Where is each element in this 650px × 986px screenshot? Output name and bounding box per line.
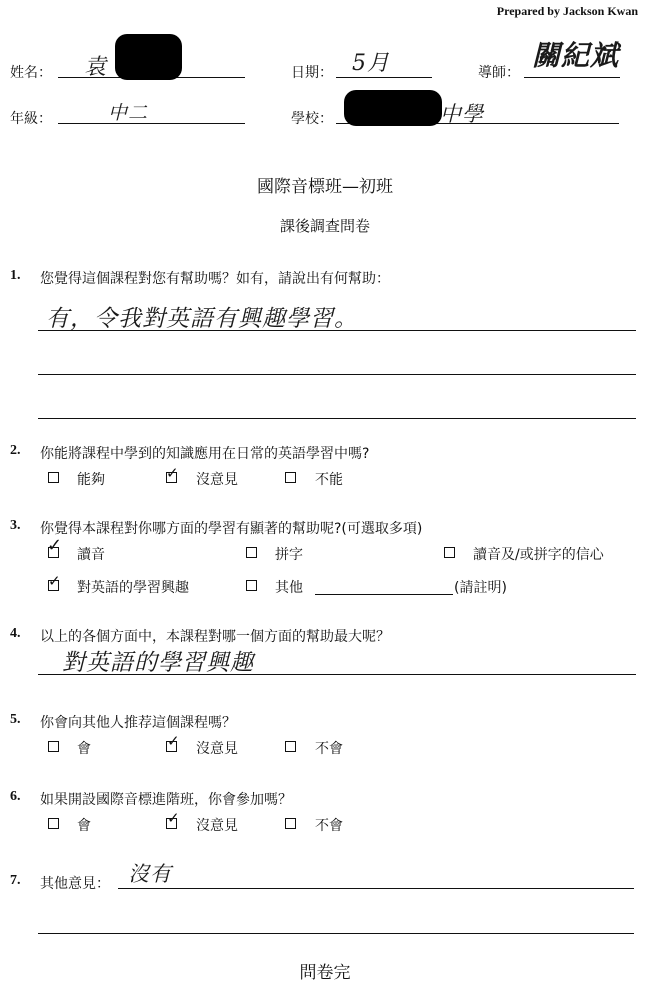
- q5-number: 5.: [10, 712, 21, 727]
- q1-line-1: [38, 330, 636, 331]
- page-subtitle: 課後調查問卷: [279, 217, 370, 235]
- grade-value[interactable]: 中二: [108, 102, 149, 124]
- q6-checkbox-no[interactable]: [285, 818, 296, 829]
- name-redaction: [115, 34, 182, 80]
- q3-text: 你覺得本課程對你哪方面的學習有顯著的幫助呢?(可選取多項): [40, 521, 423, 537]
- q6-option-no-opinion: 沒意見: [196, 818, 238, 834]
- school-value[interactable]: 中學: [440, 102, 484, 126]
- page-title: 國際音標班—初班: [257, 177, 393, 197]
- q5-option-no: 不會: [315, 741, 343, 757]
- q7-answer[interactable]: 沒有: [128, 862, 172, 886]
- q4-line: [38, 674, 636, 675]
- q6-checkbox-yes[interactable]: [48, 818, 59, 829]
- q3-option-pronunciation: 讀音: [77, 547, 105, 563]
- name-label: 姓名：: [10, 65, 52, 81]
- q6-option-yes: 會: [77, 818, 91, 834]
- name-value[interactable]: 袁: [84, 55, 108, 80]
- q3-option-other: 其他: [275, 580, 303, 596]
- school-label: 學校：: [291, 111, 333, 127]
- q3-checkbox-confidence[interactable]: [444, 547, 455, 558]
- q3-other-line[interactable]: [315, 594, 453, 595]
- q7-line-2: [38, 933, 634, 934]
- q2-checkbox-able[interactable]: [48, 472, 59, 483]
- q2-option-no-opinion: 沒意見: [196, 472, 238, 488]
- q2-option-unable: 不能: [315, 472, 343, 488]
- q7-line-1: [118, 888, 634, 889]
- q3-option-interest: 對英語的學習興趣: [77, 580, 189, 596]
- tutor-label: 導師：: [478, 65, 520, 81]
- q1-answer[interactable]: 有，令我對英語有興趣學習。: [46, 306, 358, 332]
- q3-option-spelling: 拼字: [275, 547, 303, 563]
- q7-text: 其他意見：: [40, 876, 110, 892]
- grade-label: 年級：: [10, 111, 52, 127]
- q4-answer[interactable]: 對英語的學習興趣: [62, 650, 254, 676]
- q1-line-3: [38, 418, 636, 419]
- q3-check-mark-interest: ✓: [48, 572, 61, 590]
- q2-text: 你能將課程中學到的知識應用在日常的英語學習中嗎?: [40, 446, 370, 462]
- q3-checkbox-spelling[interactable]: [246, 547, 257, 558]
- tutor-line: [524, 77, 620, 78]
- q4-text: 以上的各個方面中，本課程對哪一個方面的幫助最大呢？: [40, 629, 390, 645]
- q5-option-no-opinion: 沒意見: [196, 741, 238, 757]
- date-value[interactable]: 5月: [352, 51, 390, 76]
- q2-number: 2.: [10, 443, 21, 458]
- q6-text: 如果開設國際音標進階班，你會參加嗎？: [40, 792, 292, 808]
- q4-number: 4.: [10, 626, 21, 641]
- q1-number: 1.: [10, 268, 21, 283]
- q3-checkbox-other[interactable]: [246, 580, 257, 591]
- q3-check-mark-pronunciation: ✓: [47, 535, 63, 556]
- footer-end-text: 問卷完: [299, 963, 351, 983]
- q5-text: 你會向其他人推荐這個課程嗎？: [40, 715, 236, 731]
- q1-line-2: [38, 374, 636, 375]
- q5-checkbox-yes[interactable]: [48, 741, 59, 752]
- prepared-by: Prepared by Jackson Kwan: [496, 4, 638, 18]
- q2-check-mark: ✓: [166, 464, 179, 482]
- q7-number: 7.: [10, 873, 21, 888]
- q5-check-mark: ✓: [167, 732, 180, 750]
- school-redaction: [344, 90, 442, 126]
- q2-option-able: 能夠: [77, 472, 105, 488]
- q2-checkbox-unable[interactable]: [285, 472, 296, 483]
- q6-number: 6.: [10, 789, 21, 804]
- q3-option-confidence: 讀音及/或拼字的信心: [473, 547, 604, 563]
- q5-checkbox-no[interactable]: [285, 741, 296, 752]
- grade-line: [58, 123, 245, 124]
- q6-check-mark: ✓: [167, 809, 180, 827]
- q3-specify-note: (請註明): [454, 580, 507, 596]
- q5-option-yes: 會: [77, 741, 91, 757]
- date-label: 日期：: [291, 65, 333, 81]
- tutor-value[interactable]: 關紀斌: [532, 39, 620, 72]
- q6-option-no: 不會: [315, 818, 343, 834]
- q3-number: 3.: [10, 518, 21, 533]
- date-line: [336, 77, 432, 78]
- q1-text: 您覺得這個課程對您有幫助嗎？如有，請說出有何幫助：: [40, 271, 390, 287]
